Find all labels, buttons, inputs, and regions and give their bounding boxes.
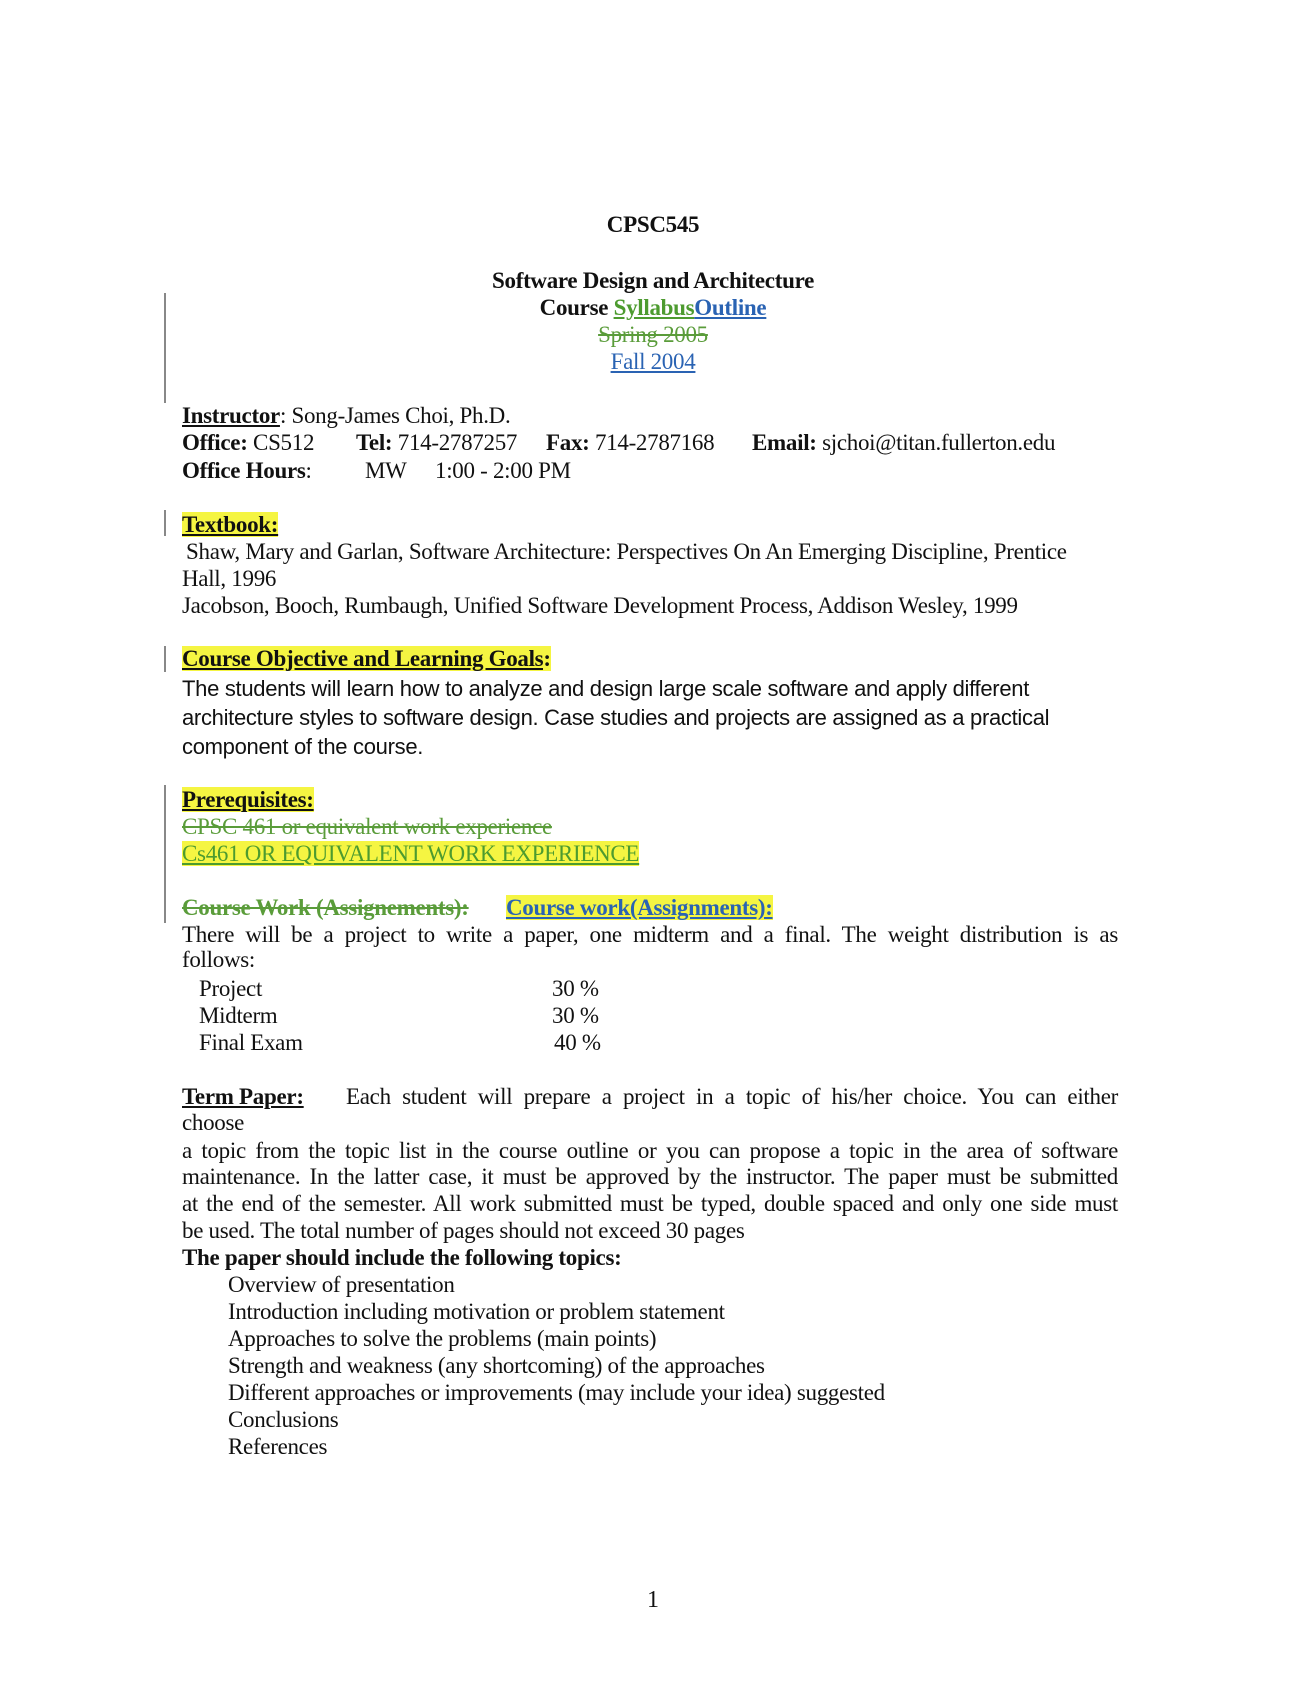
coursework-heading-deleted: Course Work (Assignements): bbox=[182, 895, 469, 920]
textbook-line-3: Jacobson, Booch, Rumbaugh, Unified Software Development Process, Addison Wesley, 1999 bbox=[182, 593, 1018, 618]
term-inserted: Fall 2004 bbox=[610, 349, 696, 374]
subtitle-deleted: Syllabus bbox=[613, 295, 695, 320]
objective-heading bbox=[182, 645, 551, 672]
office-hours-label: Office Hours bbox=[182, 458, 306, 483]
prerequisites-heading bbox=[182, 786, 314, 813]
topic-item: Introduction including motivation or problem statement bbox=[228, 1299, 725, 1324]
office-hours-line bbox=[182, 457, 312, 484]
fax-label: Fax: bbox=[546, 430, 590, 455]
change-bar bbox=[164, 646, 166, 672]
term-paper-line-5: be used. The total number of pages should not exceed 30 pages bbox=[182, 1218, 745, 1243]
email-value: sjchoi@titan.fullerton.edu bbox=[816, 430, 1056, 455]
prerequisites-inserted-line bbox=[182, 840, 639, 867]
topic-item: References bbox=[228, 1434, 328, 1459]
prerequisites-deleted: CPSC 461 or equivalent work experience bbox=[182, 814, 552, 839]
instructor-line bbox=[182, 402, 510, 429]
instructor-label: Instructor bbox=[182, 403, 280, 428]
objective-heading-text: Course Objective and Learning Goals bbox=[182, 646, 544, 671]
topic-item: Strength and weakness (any shortcoming) of the approaches bbox=[228, 1353, 765, 1378]
textbook-heading bbox=[182, 511, 278, 538]
term-paper-heading: Term Paper: bbox=[182, 1084, 304, 1109]
grade-weight-project: 30 % bbox=[552, 976, 599, 1001]
instructor-name: : Song-James Choi, Ph.D. bbox=[279, 403, 511, 428]
topic-item: Different approaches or improvements (may include your idea) suggested bbox=[228, 1380, 885, 1405]
office-hours-time: 1:00 - 2:00 PM bbox=[435, 458, 571, 483]
textbook-heading-text: Textbook: bbox=[182, 512, 279, 537]
grade-weight-final: 40 % bbox=[554, 1030, 601, 1055]
objective-line-2: architecture styles to software design. Case studies and projects are assigned as a practical bbox=[182, 705, 1050, 730]
objective-line-1: The students will learn how to analyze and design large scale software and apply different bbox=[182, 676, 1030, 701]
office-label: Office: bbox=[182, 430, 248, 455]
coursework-heading-inserted: Course work(Assignments): bbox=[506, 895, 773, 920]
textbook-line-2: Hall, 1996 bbox=[182, 566, 277, 591]
coursework-line-2: follows: bbox=[182, 947, 255, 972]
term-paper-line-3: maintenance. In the latter case, it must be approved by the instructor. The paper must be submitted bbox=[182, 1164, 1118, 1189]
prerequisites-heading-text: Prerequisites: bbox=[182, 787, 314, 812]
coursework-heading-inserted-line bbox=[506, 894, 773, 921]
term-paper-line-1: Each student will prepare a project in a topic of his/her choice. You can either bbox=[346, 1084, 1118, 1109]
tel-line bbox=[356, 429, 517, 456]
textbook-line-1: Shaw, Mary and Garlan, Software Architecture: Perspectives On An Emerging Discipline, Prentice bbox=[186, 539, 1067, 564]
office-value: CS512 bbox=[247, 430, 315, 455]
grade-name-project: Project bbox=[199, 976, 263, 1001]
subtitle-inserted: Outline bbox=[694, 295, 767, 320]
term-deleted: Spring 2005 bbox=[598, 322, 708, 347]
tel-value: 714-2787257 bbox=[392, 430, 518, 455]
email-line bbox=[752, 429, 1055, 456]
course-subtitle bbox=[0, 294, 1306, 321]
prerequisites-inserted: Cs461 OR EQUIVALENT WORK EXPERIENCE bbox=[182, 841, 640, 866]
topic-item: Overview of presentation bbox=[228, 1272, 455, 1297]
change-bar bbox=[164, 510, 166, 536]
term-paper-line-4: at the end of the semester. All work submitted must be typed, double spaced and only one side must bbox=[182, 1191, 1118, 1216]
term-paper-line-1b: choose bbox=[182, 1110, 245, 1135]
tel-label: Tel: bbox=[356, 430, 393, 455]
course-title: Software Design and Architecture bbox=[492, 268, 814, 293]
email-label: Email: bbox=[752, 430, 817, 455]
topic-item: Approaches to solve the problems (main points) bbox=[228, 1326, 657, 1351]
contact-line bbox=[182, 429, 314, 456]
fax-value: 714-2787168 bbox=[589, 430, 715, 455]
objective-line-3: component of the course. bbox=[182, 734, 424, 759]
grade-name-final: Final Exam bbox=[199, 1030, 303, 1055]
fax-line bbox=[546, 429, 714, 456]
course-code: CPSC545 bbox=[606, 212, 700, 237]
grade-name-midterm: Midterm bbox=[199, 1003, 278, 1028]
subtitle-prefix: Course bbox=[539, 295, 614, 320]
topics-heading: The paper should include the following topics: bbox=[182, 1245, 622, 1270]
change-bar bbox=[164, 785, 166, 923]
grade-weight-midterm: 30 % bbox=[552, 1003, 599, 1028]
objective-heading-colon: : bbox=[543, 646, 551, 671]
topic-item: Conclusions bbox=[228, 1407, 339, 1432]
page-number: 1 bbox=[647, 1587, 659, 1613]
office-hours-colon: : bbox=[305, 458, 312, 483]
office-hours-days: MW bbox=[365, 458, 407, 483]
coursework-line-1: There will be a project to write a paper, one midterm and a final. The weight distribution is as bbox=[182, 922, 1118, 947]
term-paper-line-2: a topic from the topic list in the course outline or you can propose a topic in the area of software bbox=[182, 1138, 1118, 1163]
